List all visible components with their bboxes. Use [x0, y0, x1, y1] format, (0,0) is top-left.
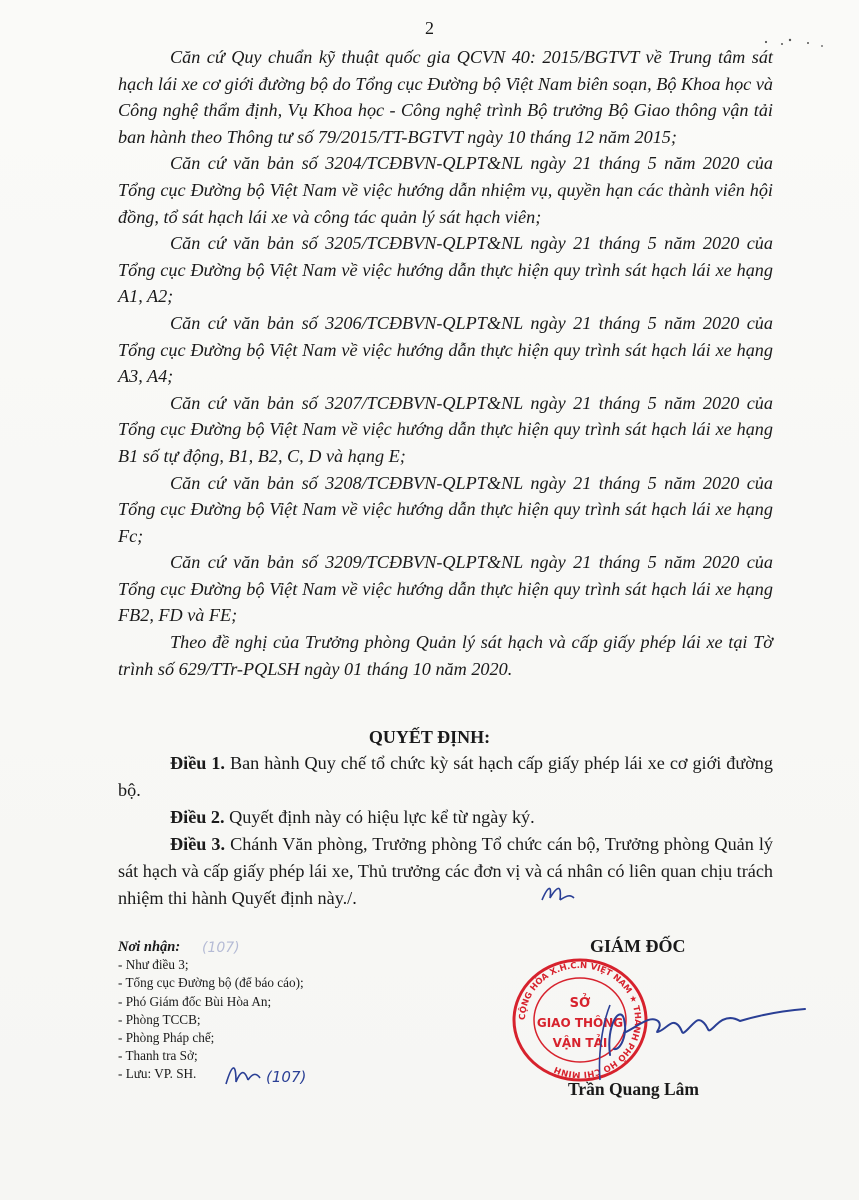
signatory-name: Trần Quang Lâm: [568, 1079, 699, 1099]
signatory-title: GIÁM ĐỐC: [590, 936, 686, 956]
recipient-item: - Phòng TCCB;: [118, 1011, 201, 1027]
recipient-item: - Như điều 3;: [118, 957, 189, 973]
handwritten-signature-small: [222, 1058, 332, 1092]
recipient-item: - Phó Giám đốc Bùi Hòa An;: [118, 993, 272, 1009]
recipient-item: - Phòng Pháp chế;: [118, 1030, 215, 1046]
handwritten-note: [200, 935, 260, 959]
legal-basis-paragraph: Căn cứ văn bản số 3204/TCĐBVN-QLPT&NL ngày 21 tháng 5 năm 2020 của Tổng cục Đường bộ Việt Nam về việc hướng dẫn nhiệm vụ, quyền hạn các thành viên hội đồng, tổ sát hạch lái xe và công tác quản lý sát hạch viên;: [118, 153, 773, 227]
article-label: Điều 3.: [170, 834, 226, 854]
article-text: Ban hành Quy chế tổ chức kỳ sát hạch cấp giấy phép lái xe cơ giới đường bộ.: [118, 753, 773, 800]
legal-basis-paragraph: Theo đề nghị của Trưởng phòng Quản lý sát hạch và cấp giấy phép lái xe tại Tờ trình số 629/TTr-PQLSH ngày 01 tháng 10 năm 2020.: [118, 632, 773, 679]
recipients-title: Nơi nhận:: [118, 939, 181, 955]
article-2: [118, 804, 773, 831]
recipient-item: - Lưu: VP. SH.: [118, 1066, 197, 1082]
recipient-item: - Tổng cục Đường bộ (để báo cáo);: [118, 975, 304, 991]
article-3: [118, 831, 773, 912]
article-text: Quyết định này có hiệu lực kể từ ngày ký.: [224, 807, 535, 827]
decision-heading: QUYẾT ĐỊNH:: [368, 727, 491, 747]
legal-basis-paragraph: Căn cứ văn bản số 3207/TCĐBVN-QLPT&NL ngày 21 tháng 5 năm 2020 của Tổng cục Đường bộ Việt Nam về việc hướng dẫn thực hiện quy trình sát hạch lái xe hạng B1 số tự động, B1, B2, C, D và hạng E;: [118, 392, 773, 466]
legal-basis-paragraph: Căn cứ văn bản số 3205/TCĐBVN-QLPT&NL ngày 21 tháng 5 năm 2020 của Tổng cục Đường bộ Việt Nam về việc hướng dẫn thực hiện quy trình sát hạch lái xe hạng A1, A2;: [118, 233, 773, 307]
recipient-item: - Thanh tra Sở;: [118, 1048, 198, 1064]
legal-basis-section: [118, 44, 773, 682]
article-label: Điều 1.: [170, 753, 225, 773]
legal-basis-paragraph: Căn cứ văn bản số 3206/TCĐBVN-QLPT&NL ngày 21 tháng 5 năm 2020 của Tổng cục Đường bộ Việt Nam về việc hướng dẫn thực hiện quy trình sát hạch lái xe hạng A3, A4;: [118, 312, 773, 387]
svg-text:(107): (107): [266, 1068, 307, 1086]
article-label: Điều 2.: [170, 807, 225, 827]
article-text: Chánh Văn phòng, Trưởng phòng Tổ chức cán bộ, Trưởng phòng Quản lý sát hạch và cấp giấy phép lái xe, Thủ trưởng các đơn vị và cá nhân có liên quan chịu trách nhiệm thi hành Quyết định này./.: [118, 834, 773, 908]
legal-basis-paragraph: Căn cứ văn bản số 3208/TCĐBVN-QLPT&NL ngày 21 tháng 5 năm 2020 của Tổng cục Đường bộ Việt Nam về việc hướng dẫn thực hiện quy trình sát hạch lái xe hạng Fc;: [118, 472, 773, 546]
svg-text:CỘNG HÒA X.H.C.N VIỆT NAM ★ TH: CỘNG HÒA X.H.C.N VIỆT NAM ★ THÀNH PHỐ HỒ CHÍ MINH: [517, 960, 643, 1080]
svg-text:(107): (107): [202, 940, 240, 956]
articles-section: [118, 750, 773, 912]
legal-basis-paragraph: Căn cứ Quy chuẩn kỹ thuật quốc gia QCVN 40: 2015/BGTVT về Trung tâm sát hạch lái xe cơ giới đường bộ do Tổng cục Đường bộ Việt Nam biên soạn, Bộ Khoa học và Công nghệ thẩm định, Vụ Khoa học - Công nghệ trình Bộ trưởng Bộ Giao thông vận tải ban hành theo Thông tư số 79/2015/TT-BGTVT ngày 10 tháng 12 năm 2015;: [118, 47, 773, 147]
handwritten-initial: [538, 878, 578, 908]
legal-basis-paragraph: Căn cứ văn bản số 3209/TCĐBVN-QLPT&NL ngày 21 tháng 5 năm 2020 của Tổng cục Đường bộ Việt Nam về việc hướng dẫn thực hiện quy trình sát hạch lái xe hạng FB2, FD và FE;: [118, 552, 773, 626]
svg-text:SỞ: SỞ: [569, 996, 591, 1011]
director-signature: [580, 985, 810, 1085]
svg-text:VẬN TẢI: VẬN TẢI: [552, 1036, 608, 1050]
svg-text:GIAO THÔNG: GIAO THÔNG: [536, 1016, 624, 1030]
article-1: [118, 750, 773, 804]
page-number: 2: [425, 18, 434, 38]
